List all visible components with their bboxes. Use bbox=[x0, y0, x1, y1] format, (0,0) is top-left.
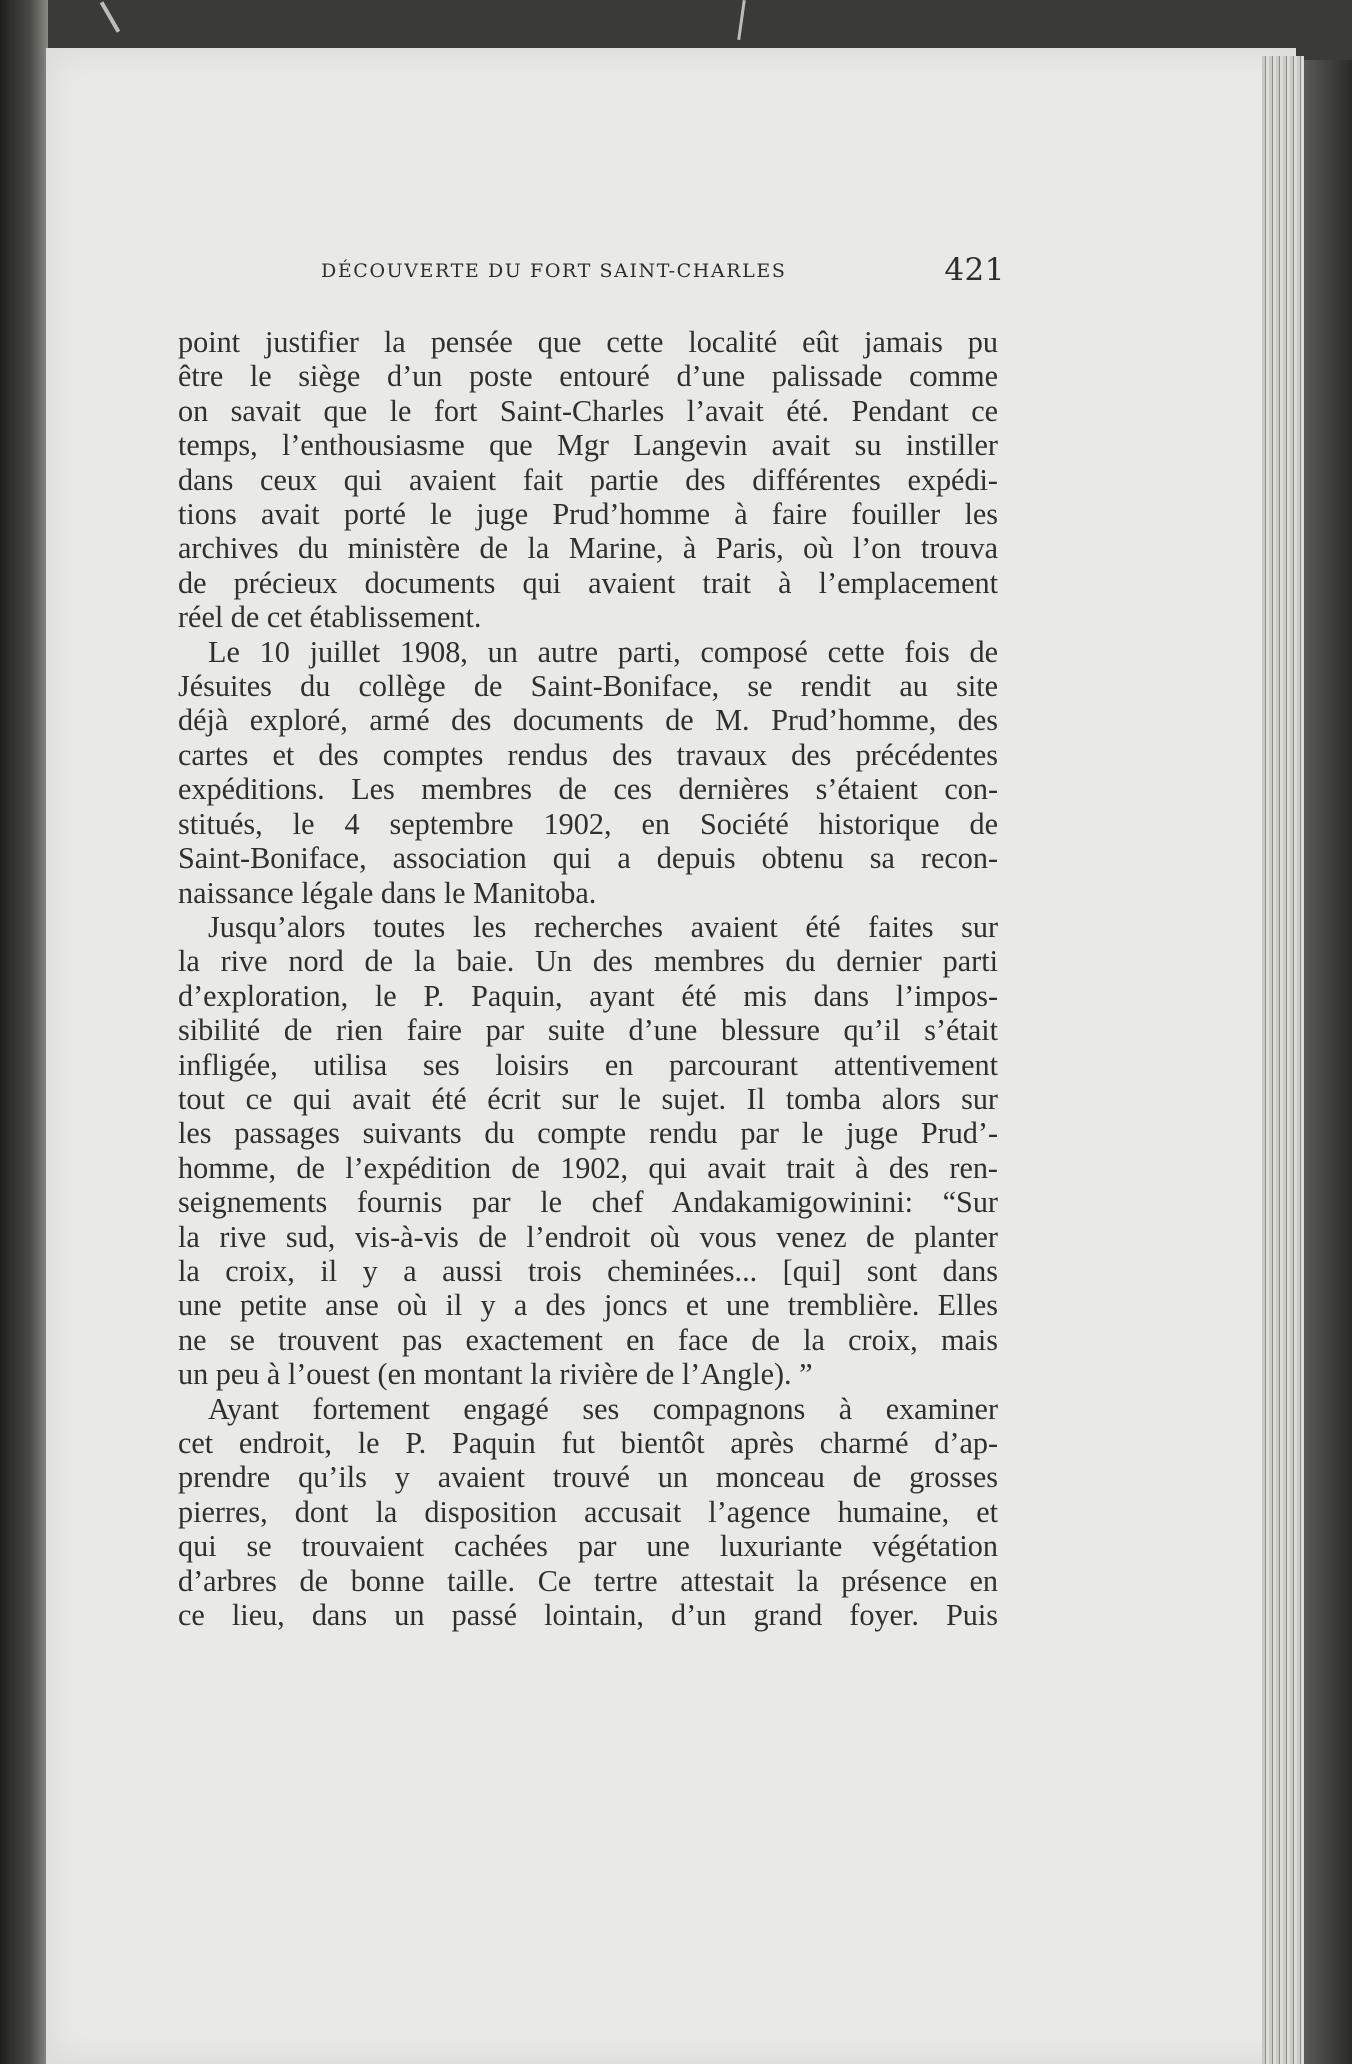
page-header bbox=[177, 250, 1005, 290]
text-line: infligée, utilisa ses loisirs en parcourant attentivement bbox=[178, 1047, 998, 1082]
text-line: la rive nord de la baie. Un des membres du dernier parti bbox=[178, 944, 998, 979]
text-line: point justifier la pensée que cette localité eût jamais pu bbox=[178, 325, 998, 359]
paragraph bbox=[178, 635, 998, 910]
text-line: homme, de l’expédition de 1902, qui avait trait à des ren- bbox=[178, 1150, 998, 1185]
text-line: la rive sud, vis-à-vis de l’endroit où vous venez de planter bbox=[178, 1219, 998, 1254]
page-stack-edge bbox=[1262, 56, 1304, 2064]
text-line: Jésuites du collège de Saint-Boniface, se rendit au site bbox=[178, 669, 998, 704]
text-line: temps, l’enthousiasme que Mgr Langevin avait su instiller bbox=[178, 428, 998, 463]
text-line: une petite anse où il y a des joncs et une tremblière. Elles bbox=[178, 1288, 998, 1323]
text-line: être le siège d’un poste entouré d’une palissade comme bbox=[178, 359, 998, 394]
text-line: qui se trouvaient cachées par une luxuriante végétation bbox=[178, 1529, 998, 1564]
text-line: réel de cet établissement. bbox=[178, 600, 482, 635]
text-line: d’exploration, le P. Paquin, ayant été mis dans l’impos- bbox=[178, 978, 998, 1013]
paragraph bbox=[178, 910, 998, 1392]
text-line: déjà exploré, armé des documents de M. Prud’homme, des bbox=[178, 703, 998, 738]
text-line: on savait que le fort Saint-Charles l’avait été. Pendant ce bbox=[178, 393, 998, 428]
paragraph bbox=[178, 1392, 998, 1633]
page-number: 421 bbox=[944, 252, 1005, 288]
text-line: naissance légale dans le Manitoba. bbox=[178, 875, 597, 910]
text-line: Saint-Boniface, association qui a depuis obtenu sa recon- bbox=[178, 841, 998, 876]
running-title: DÉCOUVERTE DU FORT SAINT-CHARLES bbox=[321, 260, 787, 282]
page-stack-shadow bbox=[1304, 60, 1352, 2064]
text-line: un peu à l’ouest (en montant la rivière de l’Angle). ” bbox=[178, 1357, 813, 1392]
text-line: cartes et des comptes rendus des travaux des précédentes bbox=[178, 737, 998, 772]
text-line: ne se trouvent pas exactement en face de la croix, mais bbox=[178, 1322, 998, 1357]
text-line: Jusqu’alors toutes les recherches avaient été faites sur bbox=[208, 909, 998, 944]
text-line: sibilité de rien faire par suite d’une blessure qu’il s’était bbox=[178, 1013, 998, 1048]
text-line: pierres, dont la disposition accusait l’agence humaine, et bbox=[178, 1494, 998, 1529]
text-line: seignements fournis par le chef Andakamigowinini: “Sur bbox=[178, 1185, 998, 1220]
text-line: tions avait porté le juge Prud’homme à faire fouiller les bbox=[178, 497, 998, 532]
text-line: expéditions. Les membres de ces dernières s’étaient con- bbox=[178, 772, 998, 807]
text-line: Ayant fortement engagé ses compagnons à examiner bbox=[208, 1391, 998, 1426]
text-line: cet endroit, le P. Paquin fut bientôt après charmé d’ap- bbox=[178, 1426, 998, 1460]
text-line: de précieux documents qui avaient trait à l’emplacement bbox=[178, 565, 998, 600]
paragraph bbox=[178, 325, 998, 635]
text-line: les passages suivants du compte rendu par le juge Prud’- bbox=[178, 1116, 998, 1151]
text-line: d’arbres de bonne taille. Ce tertre attestait la présence en bbox=[178, 1563, 998, 1598]
text-line: ce lieu, dans un passé lointain, d’un grand foyer. Puis bbox=[178, 1598, 998, 1633]
text-line: archives du ministère de la Marine, à Paris, où l’on trouva bbox=[178, 531, 998, 566]
body-text bbox=[178, 325, 998, 1632]
text-line: la croix, il y a aussi trois cheminées... [qui] sont dans bbox=[178, 1253, 998, 1288]
text-line: Le 10 juillet 1908, un autre parti, composé cette fois de bbox=[208, 634, 998, 669]
scanner-left-edge bbox=[0, 0, 48, 2064]
text-line: stitués, le 4 septembre 1902, en Société historique de bbox=[178, 806, 998, 841]
text-line: dans ceux qui avaient fait partie des différentes expédi- bbox=[178, 462, 998, 497]
text-line: tout ce qui avait été écrit sur le sujet. Il tomba alors sur bbox=[178, 1081, 998, 1116]
text-line: prendre qu’ils y avaient trouvé un monceau de grosses bbox=[178, 1460, 998, 1495]
